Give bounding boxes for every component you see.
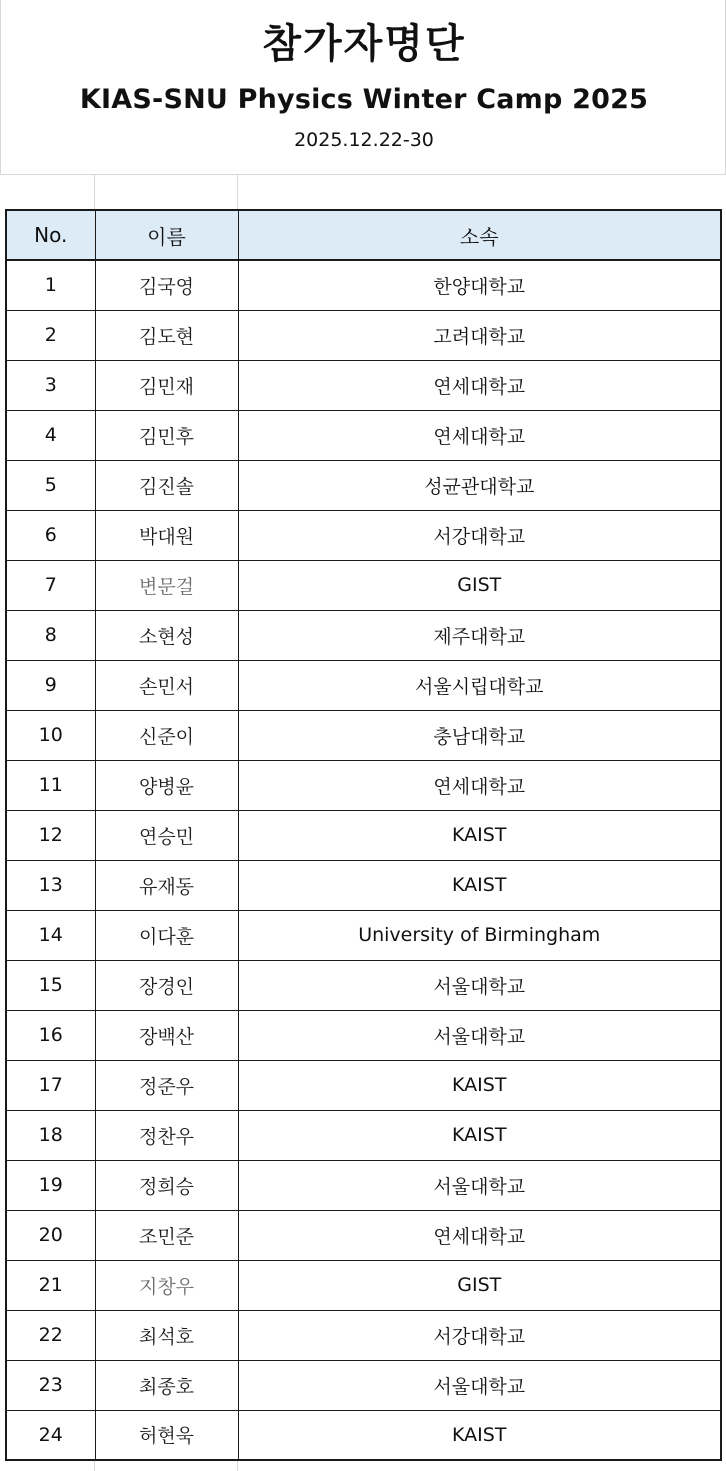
cell-number: 4 [6,410,95,460]
cell-name: 정준우 [95,1060,238,1110]
cell-number: 19 [6,1160,95,1210]
cell-affiliation: 연세대학교 [238,1210,721,1260]
cell-affiliation: 서울대학교 [238,1160,721,1210]
table-row [6,660,721,710]
cell-affiliation: 서울시립대학교 [238,660,721,710]
cell-number: 5 [6,460,95,510]
cell-affiliation: GIST [238,1260,721,1310]
table-row [6,560,721,610]
cell-name: 정희승 [95,1160,238,1210]
table-row [6,860,721,910]
table-row [6,1210,721,1260]
table-row [6,1110,721,1160]
table-row [6,1060,721,1110]
cell-affiliation: 서울대학교 [238,960,721,1010]
table-row [6,1310,721,1360]
cell-affiliation: KAIST [238,810,721,860]
event-title: KIAS-SNU Physics Winter Camp 2025 [79,84,649,115]
cell-number: 14 [6,910,95,960]
cell-name: 지창우 [95,1260,238,1310]
cell-affiliation: KAIST [238,1060,721,1110]
table-row [6,610,721,660]
cell-name: 박대원 [95,510,238,560]
cell-number: 21 [6,1260,95,1310]
table-row [6,310,721,360]
cell-name: 장백산 [95,1010,238,1060]
document-header [0,0,726,175]
cell-name: 김민재 [95,360,238,410]
cell-name: 손민서 [95,660,238,710]
cell-affiliation: 서울대학교 [238,1010,721,1060]
cell-name: 이다훈 [95,910,238,960]
cell-affiliation: 연세대학교 [238,760,721,810]
event-dates: 2025.12.22-30 [294,129,434,151]
cell-number: 20 [6,1210,95,1260]
cell-number: 3 [6,360,95,410]
cell-name: 연승민 [95,810,238,860]
grid-line [94,1461,95,1471]
cell-number: 22 [6,1310,95,1360]
cell-affiliation: GIST [238,560,721,610]
grid-line [237,1461,238,1471]
cell-affiliation: University of Birmingham [238,910,721,960]
cell-name: 양병윤 [95,760,238,810]
grid-line [94,175,95,209]
column-header-affiliation: 소속 [238,210,721,260]
table-row [6,710,721,760]
cell-number: 10 [6,710,95,760]
cell-number: 11 [6,760,95,810]
cell-number: 2 [6,310,95,360]
cell-affiliation: 충남대학교 [238,710,721,760]
cell-affiliation: KAIST [238,1110,721,1160]
table-row [6,1010,721,1060]
table-header-row [6,210,721,260]
table-row [6,460,721,510]
cell-number: 6 [6,510,95,560]
cell-number: 23 [6,1360,95,1410]
cell-affiliation: 제주대학교 [238,610,721,660]
cell-name: 최종호 [95,1360,238,1410]
cell-number: 18 [6,1110,95,1160]
table-row [6,760,721,810]
table-row [6,1410,721,1460]
cell-name: 변문걸 [95,560,238,610]
cell-name: 유재동 [95,860,238,910]
spreadsheet-blank-row [6,175,719,209]
cell-affiliation: 연세대학교 [238,410,721,460]
table-row [6,1260,721,1310]
participant-table [5,209,722,1461]
cell-number: 7 [6,560,95,610]
cell-name: 허현욱 [95,1410,238,1460]
table-row [6,960,721,1010]
cell-number: 12 [6,810,95,860]
cell-name: 조민준 [95,1210,238,1260]
cell-number: 15 [6,960,95,1010]
cell-number: 13 [6,860,95,910]
grid-line [237,175,238,209]
cell-name: 최석호 [95,1310,238,1360]
cell-affiliation: KAIST [238,1410,721,1460]
cell-name: 김국영 [95,260,238,310]
table-body [6,260,721,1460]
cell-affiliation: 한양대학교 [238,260,721,310]
column-header-name: 이름 [95,210,238,260]
cell-number: 8 [6,610,95,660]
cell-affiliation: 서강대학교 [238,1310,721,1360]
cell-number: 1 [6,260,95,310]
table-row [6,810,721,860]
page-title: 참가자명단 [262,21,466,67]
table-row [6,410,721,460]
table-row [6,360,721,410]
table-row [6,260,721,310]
table-row [6,910,721,960]
cell-affiliation: 서울대학교 [238,1360,721,1410]
cell-name: 김진솔 [95,460,238,510]
cell-number: 9 [6,660,95,710]
cell-name: 신준이 [95,710,238,760]
cell-affiliation: 고려대학교 [238,310,721,360]
cell-name: 김도현 [95,310,238,360]
cell-number: 24 [6,1410,95,1460]
cell-name: 김민후 [95,410,238,460]
table-row [6,1360,721,1410]
cell-affiliation: 성균관대학교 [238,460,721,510]
cell-name: 소현성 [95,610,238,660]
table-row [6,510,721,560]
cell-affiliation: 연세대학교 [238,360,721,410]
cell-number: 16 [6,1010,95,1060]
table-row [6,1160,721,1210]
cell-affiliation: 서강대학교 [238,510,721,560]
cell-number: 17 [6,1060,95,1110]
cell-name: 정찬우 [95,1110,238,1160]
column-header-no: No. [6,210,95,260]
cell-affiliation: KAIST [238,860,721,910]
cell-name: 장경인 [95,960,238,1010]
